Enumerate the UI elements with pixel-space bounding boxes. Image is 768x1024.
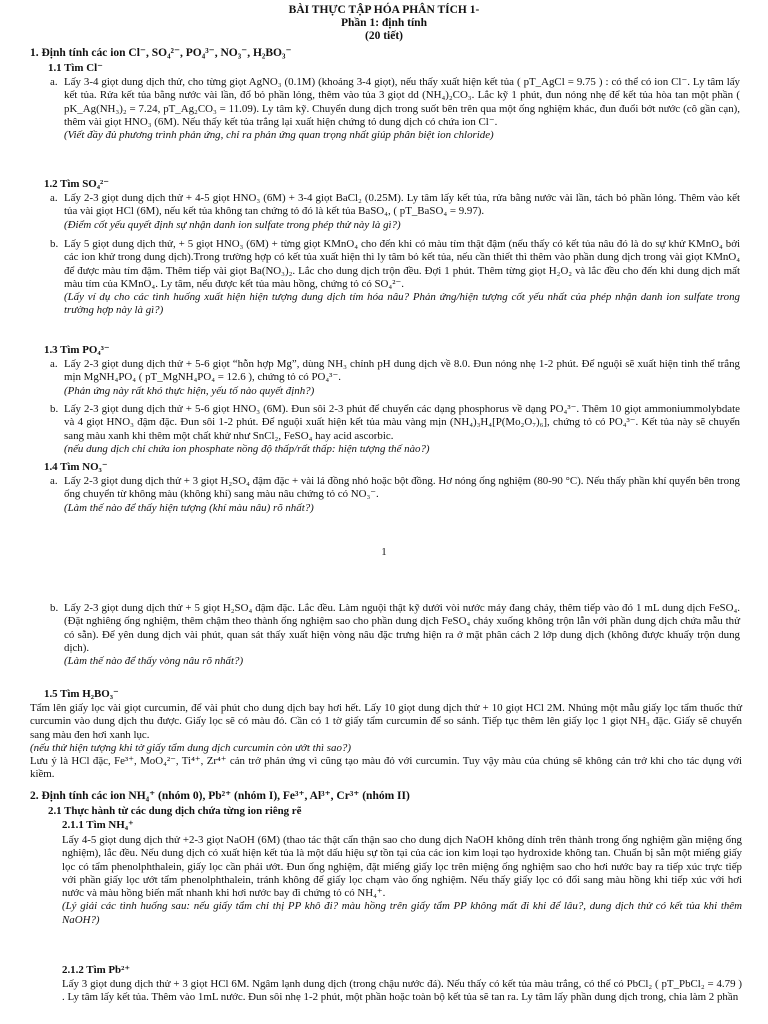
section-1-5-title: 1.5 Tìm H₂BO₃⁻	[44, 688, 119, 700]
section-1-2-b-note: (Lấy ví dụ cho các tình huống xuất hiện hiện tượng dung dịch tím hóa nâu? Phản ứng/hiện tượng cốt yếu nhất của phép nhận danh ion sulfate trong trường hợp này là gì?)	[64, 291, 740, 317]
page-number: 1	[381, 546, 387, 558]
section-1-4-b-note: (Làm thế nào để thấy vòng nâu rõ nhất?)	[64, 655, 244, 668]
section-1-3-b-text: Lấy 2-3 giọt dung dịch thử + 5-6 giọt HNO₃ (6M). Đun sôi 2-3 phút để chuyển các dạng phosphorus về dạng PO₄³⁻. Thêm 10 giọt ammoniummolybdate và 4 giọt HNO₃ đậm đặc. Đun sôi 1-2 phút. Để nguội xuất hiện kết tủa màu vàng mịn (NH₄)₃H₄[P(Mo₂O₇)₆], chứng tỏ có PO₄³⁻. Kết tủa này sẽ chuyển sang màu xanh khi thêm một chất khử như SnCl₂, FeSO₄ hay acid ascorbic.	[64, 403, 740, 442]
section-1-4-title: 1.4 Tìm NO₃⁻	[44, 461, 108, 473]
section-1-1-title: 1.1 Tìm Cl⁻	[48, 62, 103, 74]
section-2-1-2-title: 2.1.2 Tìm Pb²⁺	[62, 964, 131, 976]
section-1-2-a-text: Lấy 2-3 giọt dung dịch thử + 4-5 giọt HNO₃ (6M) + 3-4 giọt BaCl₂ (0.25M). Ly tâm lấy kết tủa, rửa bằng nước vài lần, tách bỏ phần lỏng. Thêm vào kết tủa vài giọt HCl (6M), nếu kết tủa không tan chứng tỏ đó là kết tủa BaSO₄, ( pT_BaSO₄ = 9.97).	[64, 192, 740, 218]
section-1-4-item-a	[50, 475, 740, 515]
section-2-1-title: 2.1 Thực hành từ các dung dịch chứa từng ion riêng rẽ	[48, 805, 302, 817]
section-1-3-title: 1.3 Tìm PO₄³⁻	[44, 344, 110, 356]
section-1-4-a-text: Lấy 2-3 giọt dung dịch thử + 3 giọt H₂SO₄ đậm đặc + vài lá đồng nhỏ hoặc bột đồng. Hơ nóng ống nghiệm (80-90 °C). Nếu thấy phần khí quyển bên trong ống chuyển từ không màu (không khí) sang màu nâu chứng tỏ có NO₃⁻.	[64, 475, 740, 501]
section-1-5-text-2: Lưu ý là HCl đặc, Fe³⁺, MoO₄²⁻, Ti⁴⁺, Zr⁴⁺ cản trở phản ứng vì cũng tạo màu đỏ với curcumin. Tuy vậy màu của chúng sẽ không cản trở khi cho tác dụng với kiềm.	[30, 755, 742, 781]
section-2-1-2-text: Lấy 3 giọt dung dịch thử + 3 giọt HCl 6M. Ngâm lạnh dung dịch (trong chậu nước đá). Nếu thấy có kết tủa màu trắng, có thể có PbCl₂ ( pT_PbCl₂ = 4.79 ) . Ly tâm lấy kết tủa. Thêm vào 1mL nước. Đun sôi nhẹ 1-2 phút, một phần hoặc toàn bộ kết tủa sẽ tan ra. Ly tâm lấy phần dung dịch trong, chia làm 2 phần	[62, 978, 742, 1004]
section-1-3-a-text: Lấy 2-3 giọt dung dịch thử + 5-6 giọt “hỗn hợp Mg”, dùng NH₃ chỉnh pH dung dịch về 8.0. Đun nóng nhẹ 1-2 phút. Để nguội sẽ xuất hiện tinh thể trắng mịn MgNH₄PO₄ ( pT_MgNH₄PO₄ = 12.6 ), chứng tỏ có PO₄³⁻.	[64, 358, 740, 384]
section-1-3-item-a	[50, 358, 740, 398]
section-1-2-item-a	[50, 192, 740, 232]
section-1-2-a-note: (Điểm cốt yếu quyết định sự nhận danh ion sulfate trong phép thử này là gì?)	[64, 218, 401, 231]
section-1-3-item-b	[50, 403, 740, 456]
section-2-1-2-body	[62, 978, 742, 1005]
section-2-1-1-title: 2.1.1 Tìm NH₄⁺	[62, 819, 134, 831]
item-label: a.	[50, 358, 58, 370]
section-1-5-note: (nếu thử hiện tượng khi tờ giấy tẩm dung dịch curcumin còn ướt thì sao?)	[30, 741, 351, 754]
document-part: Phần 1: định tính	[341, 17, 427, 29]
section-1-3-a-note: (Phản ứng này rất khó thực hiện, yếu tố nào quyết định?)	[64, 384, 315, 397]
section-1-2-b-text: Lấy 5 giọt dung dịch thử, + 5 giọt HNO₃ (6M) + từng giọt KMnO₄ cho đến khi có màu tím thật đậm (nếu thấy có kết tủa nâu đó là do sự khử KMnO₄ bởi các ion khử trong dung dịch).Trong trường hợp có kết tủa xuất hiện thì ly tâm bỏ kết tủa, nếu cần thiết thì thêm vào phần dung dịch trong vài giọt KMnO₄ để được màu tím đậm. Thêm tiếp vài giọt Ba(NO₃)₂. Lắc cho dung dịch trộn đều. Đợi 1 phút. Thêm từng giọt H₂O₂ và lắc đều cho đến khi dung dịch mất màu tím của KMnO₄. Ly tâm, nếu được kết tủa màu hồng, chứng tỏ có SO₄²⁻.	[64, 238, 740, 290]
section-1-1-note: (Viết đầy đủ phương trình phản ứng, chỉ ra phản ứng quan trọng nhất giúp phân biệt ion chloride)	[64, 129, 494, 142]
section-1-4-b-text: Lấy 2-3 giọt dung dịch thử + 5 giọt H₂SO₄ đậm đặc. Lắc đều. Làm nguội thật kỹ dưới vòi nước máy đang chảy, thêm tiếp vào đó 1 mL dung dịch FeSO₄. (Đặt nghiêng ống nghiệm, thêm chậm theo thành ống nghiệm sao cho phần dung dịch FeSO₄ chảy xuống không trộn lẫn với phần dung dịch chứa mẫu thử có sẵn). Để yên dung dịch vài phút, quan sát thấy xuất hiện vòng nâu đặc trưng hiện ra ở mặt phân cách 2 lớp dung dịch (không được khuấy trộn dung dịch).	[64, 602, 740, 654]
section-1-1-item-a	[50, 76, 740, 142]
section-1-4-item-b	[50, 602, 740, 668]
section-2-1-1-body	[62, 834, 742, 927]
section-1-3-b-note: (nếu dung dịch chỉ chứa ion phosphate nồng độ thấp/rất thấp: hiện tượng thế nào?)	[64, 442, 430, 455]
section-1-1-text: Lấy 3-4 giọt dung dịch thử, cho từng giọt AgNO₃ (0.1M) (khoảng 3-4 giọt), nếu thấy xuất hiện kết tủa ( pT_AgCl = 9.75 ) : có thể có ion Cl⁻. Ly tâm lấy kết tủa. Rửa kết tủa bằng nước vài lần, đổ bỏ phần lỏng, thêm vào tủa 3 giọt dd (NH₄)₂CO₃. Lắc kỹ 1 phút, đun nóng nhẹ để kết tủa hòa tan một phần ( pK_Ag(NH₃)₂ = 7.24, pT_Ag₂CO₃ = 11.09). Ly tâm kỹ. Chuyển dung dịch trong suốt bên trên qua một ống nghiệm khác, đun đuổi bớt nước (cô gần cạn), thêm vài giọt HNO₃ (6M). Nếu thấy kết tủa trắng lại xuất hiện chứng tỏ dung dịch có chứa ion Cl⁻.	[64, 76, 740, 128]
item-label: a.	[50, 475, 58, 487]
section-2-heading: 2. Định tính các ion NH₄⁺ (nhóm 0), Pb²⁺ (nhóm I), Fe³⁺, Al³⁺, Cr³⁺ (nhóm II)	[30, 790, 410, 802]
section-1-5-body	[30, 702, 742, 782]
section-2-1-1-text: Lấy 4-5 giọt dung dịch thử +2-3 giọt NaOH (6M) (thao tác thật cẩn thận sao cho dung dịch NaOH không dính trên thành trong ống nghiệm gần miệng ống nghiệm), lắc đều. Nếu dung dịch có xuất hiện kết tủa là một dấu hiệu sự tồn tại của các ion kim loại tạo hydroxide không tan. Chuẩn bị sẵn một miếng giấy lọc có tẩm phenolphthalein, giấy lọc cần phải ướt. Đun ống nghiệm, đặt miếng giấy lọc trên miệng ống nghiệm sao cho hơi nước bay ra tiếp xúc trực tiếp với phần giấy lọc ướt tẩm phenolphthalein, tránh không để giấy lọc chạm vào ống nghiệm. Nếu thấy giấy lọc có đổi sang màu hồng khi tiếp xúc với hơi nước và màu hồng biến mất nhanh khi hơi nước bay đi chứng tỏ có NH₄⁺.	[62, 834, 742, 900]
document-title: BÀI THỰC TẬP HÓA PHÂN TÍCH 1-	[288, 4, 480, 16]
item-label: a.	[50, 76, 58, 88]
section-1-2-item-b	[50, 238, 740, 318]
document-hours: (20 tiết)	[365, 30, 403, 42]
section-2-1-1-note: (Lý giải các tình huống sau: nếu giấy tẩm chỉ thị PP khô đi? màu hồng trên giấy tẩm PP không mất đi khi để lâu?, dung dịch thử có kết tủa khi thêm NaOH?)	[62, 900, 742, 926]
section-1-4-a-note: (Làm thế nào để thấy hiện tượng (khí màu nâu) rõ nhất?)	[64, 501, 314, 514]
section-1-5-text: Tẩm lên giấy lọc vài giọt curcumin, để vài phút cho dung dịch bay hơi hết. Lấy 10 giọt dung dịch thử + 10 giọt HCl 2M. Nhúng một mẫu giấy lọc tẩm thuốc thử curcumin vào dung dịch thu được. Giấy lọc sẽ có màu đỏ. Cần có 1 tờ giấy tẩm curcumin để so sánh. Tiếp tục thêm lên giấy lọc 1 giọt NH₃ đặc. Giấy sẽ chuyển sang màu đen hơi xanh lục.	[30, 702, 742, 741]
item-label: b.	[50, 403, 59, 415]
item-label: a.	[50, 192, 58, 204]
section-1-2-title: 1.2 Tìm SO₄²⁻	[44, 178, 110, 190]
section-1-heading: 1. Định tính các ion Cl⁻, SO₄²⁻, PO₄³⁻, NO₃⁻, H₂BO₃⁻	[30, 47, 292, 59]
item-label: b.	[50, 238, 59, 250]
item-label: b.	[50, 602, 59, 614]
